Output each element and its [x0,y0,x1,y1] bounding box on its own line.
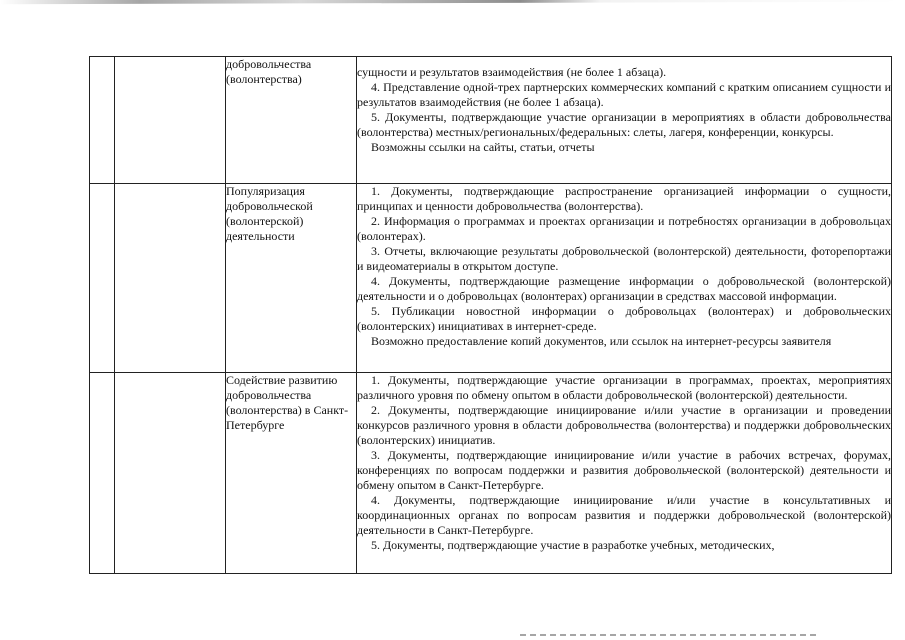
paragraph: 2. Документы, подтверждающие инициирование и/или участие в организации и проведении конкурсов различного уровня в области добровольчества (волонтерства) и поддержки добровольческих (волонтерских) инициатив. [357,403,891,447]
paragraph: 4. Документы, подтверждающие размещение информации о добровольческой (волонтерской) деятельности и о добровольцах (волонтерах) организации в средствах массовой информации. [357,274,891,303]
number-cell [90,373,115,574]
criterion-cell [115,184,226,373]
topic-text: Популяризация добровольческой (волонтерской) деятельности [226,184,313,243]
description-cell [357,184,892,373]
paragraph: 2. Информация о программах и проектах организации и потребностях организации в добровольцах (волонтерах). [357,214,891,243]
criterion-cell [115,373,226,574]
paragraph: Возможно предоставление копий документов, или ссылок на интернет-ресурсы заявителя [371,334,832,348]
criterion-cell [115,57,226,184]
topic-cell [226,57,357,184]
paragraph: 1. Документы, подтверждающие распространение организацией информации о сущности, принципах и ценности добровольчества (волонтерства). [357,184,891,213]
table-row [90,184,892,373]
table-row [90,57,892,184]
paragraph: 4. Представление одной-трех партнерских коммерческих компаний с кратким описанием сущности и результатов взаимодействия (не более 1 абзаца). [357,80,891,109]
topic-text: добровольчества (волонтерства) [226,57,312,86]
paragraph: 5. Документы, подтверждающие участие в разработке учебных, методических, [371,538,775,552]
paragraph: 1. Документы, подтверждающие участие организации в программах, проектах, мероприятиях различного уровня по обмену опытом в области добровольческой (волонтерской) деятельности. [357,373,891,402]
topic-text: Содействие развитию добровольчества (волонтерства) в Санкт-Петербурге [226,373,349,432]
topic-cell [226,373,357,574]
paragraph: 3. Отчеты, включающие результаты добровольческой (волонтерской) деятельности, фоторепортажи и видеоматериалы в открытом доступе. [357,244,891,273]
paragraph: 3. Документы, подтверждающие инициирование и/или участие в рабочих встречах, форумах, конференциях по вопросам поддержки и развития добровольческой (волонтерской) деятельности и обмену опытом в Санкт-Петербурге. [357,448,891,492]
paragraph: 5. Документы, подтверждающие участие организации в мероприятиях в области добровольчества (волонтерства) местных/региональных/федеральных: слеты, лагеря, конференции, конкурсы. [357,110,891,139]
description-cell [357,57,892,184]
topic-cell [226,184,357,373]
paragraph: 5. Публикации новостной информации о добровольцах (волонтерах) и добровольческих (волонтерских) инициативах в интернет-среде. [357,304,891,333]
paragraph: Возможны ссылки на сайты, статьи, отчеты [371,140,595,154]
scan-artifact-bottom [520,634,820,636]
number-cell [90,57,115,184]
criteria-table [89,56,892,574]
table-row [90,373,892,574]
scan-artifact-top [0,0,905,6]
paragraph: сущности и результатов взаимодействия (не более 1 абзаца). [357,65,667,79]
description-cell [357,373,892,574]
number-cell [90,184,115,373]
paragraph: 4. Документы, подтверждающие инициирование и/или участие в консультативных и координационных органах по вопросам развития и поддержки добровольческой (волонтерской) деятельности в Санкт-Петербурге. [357,493,891,537]
